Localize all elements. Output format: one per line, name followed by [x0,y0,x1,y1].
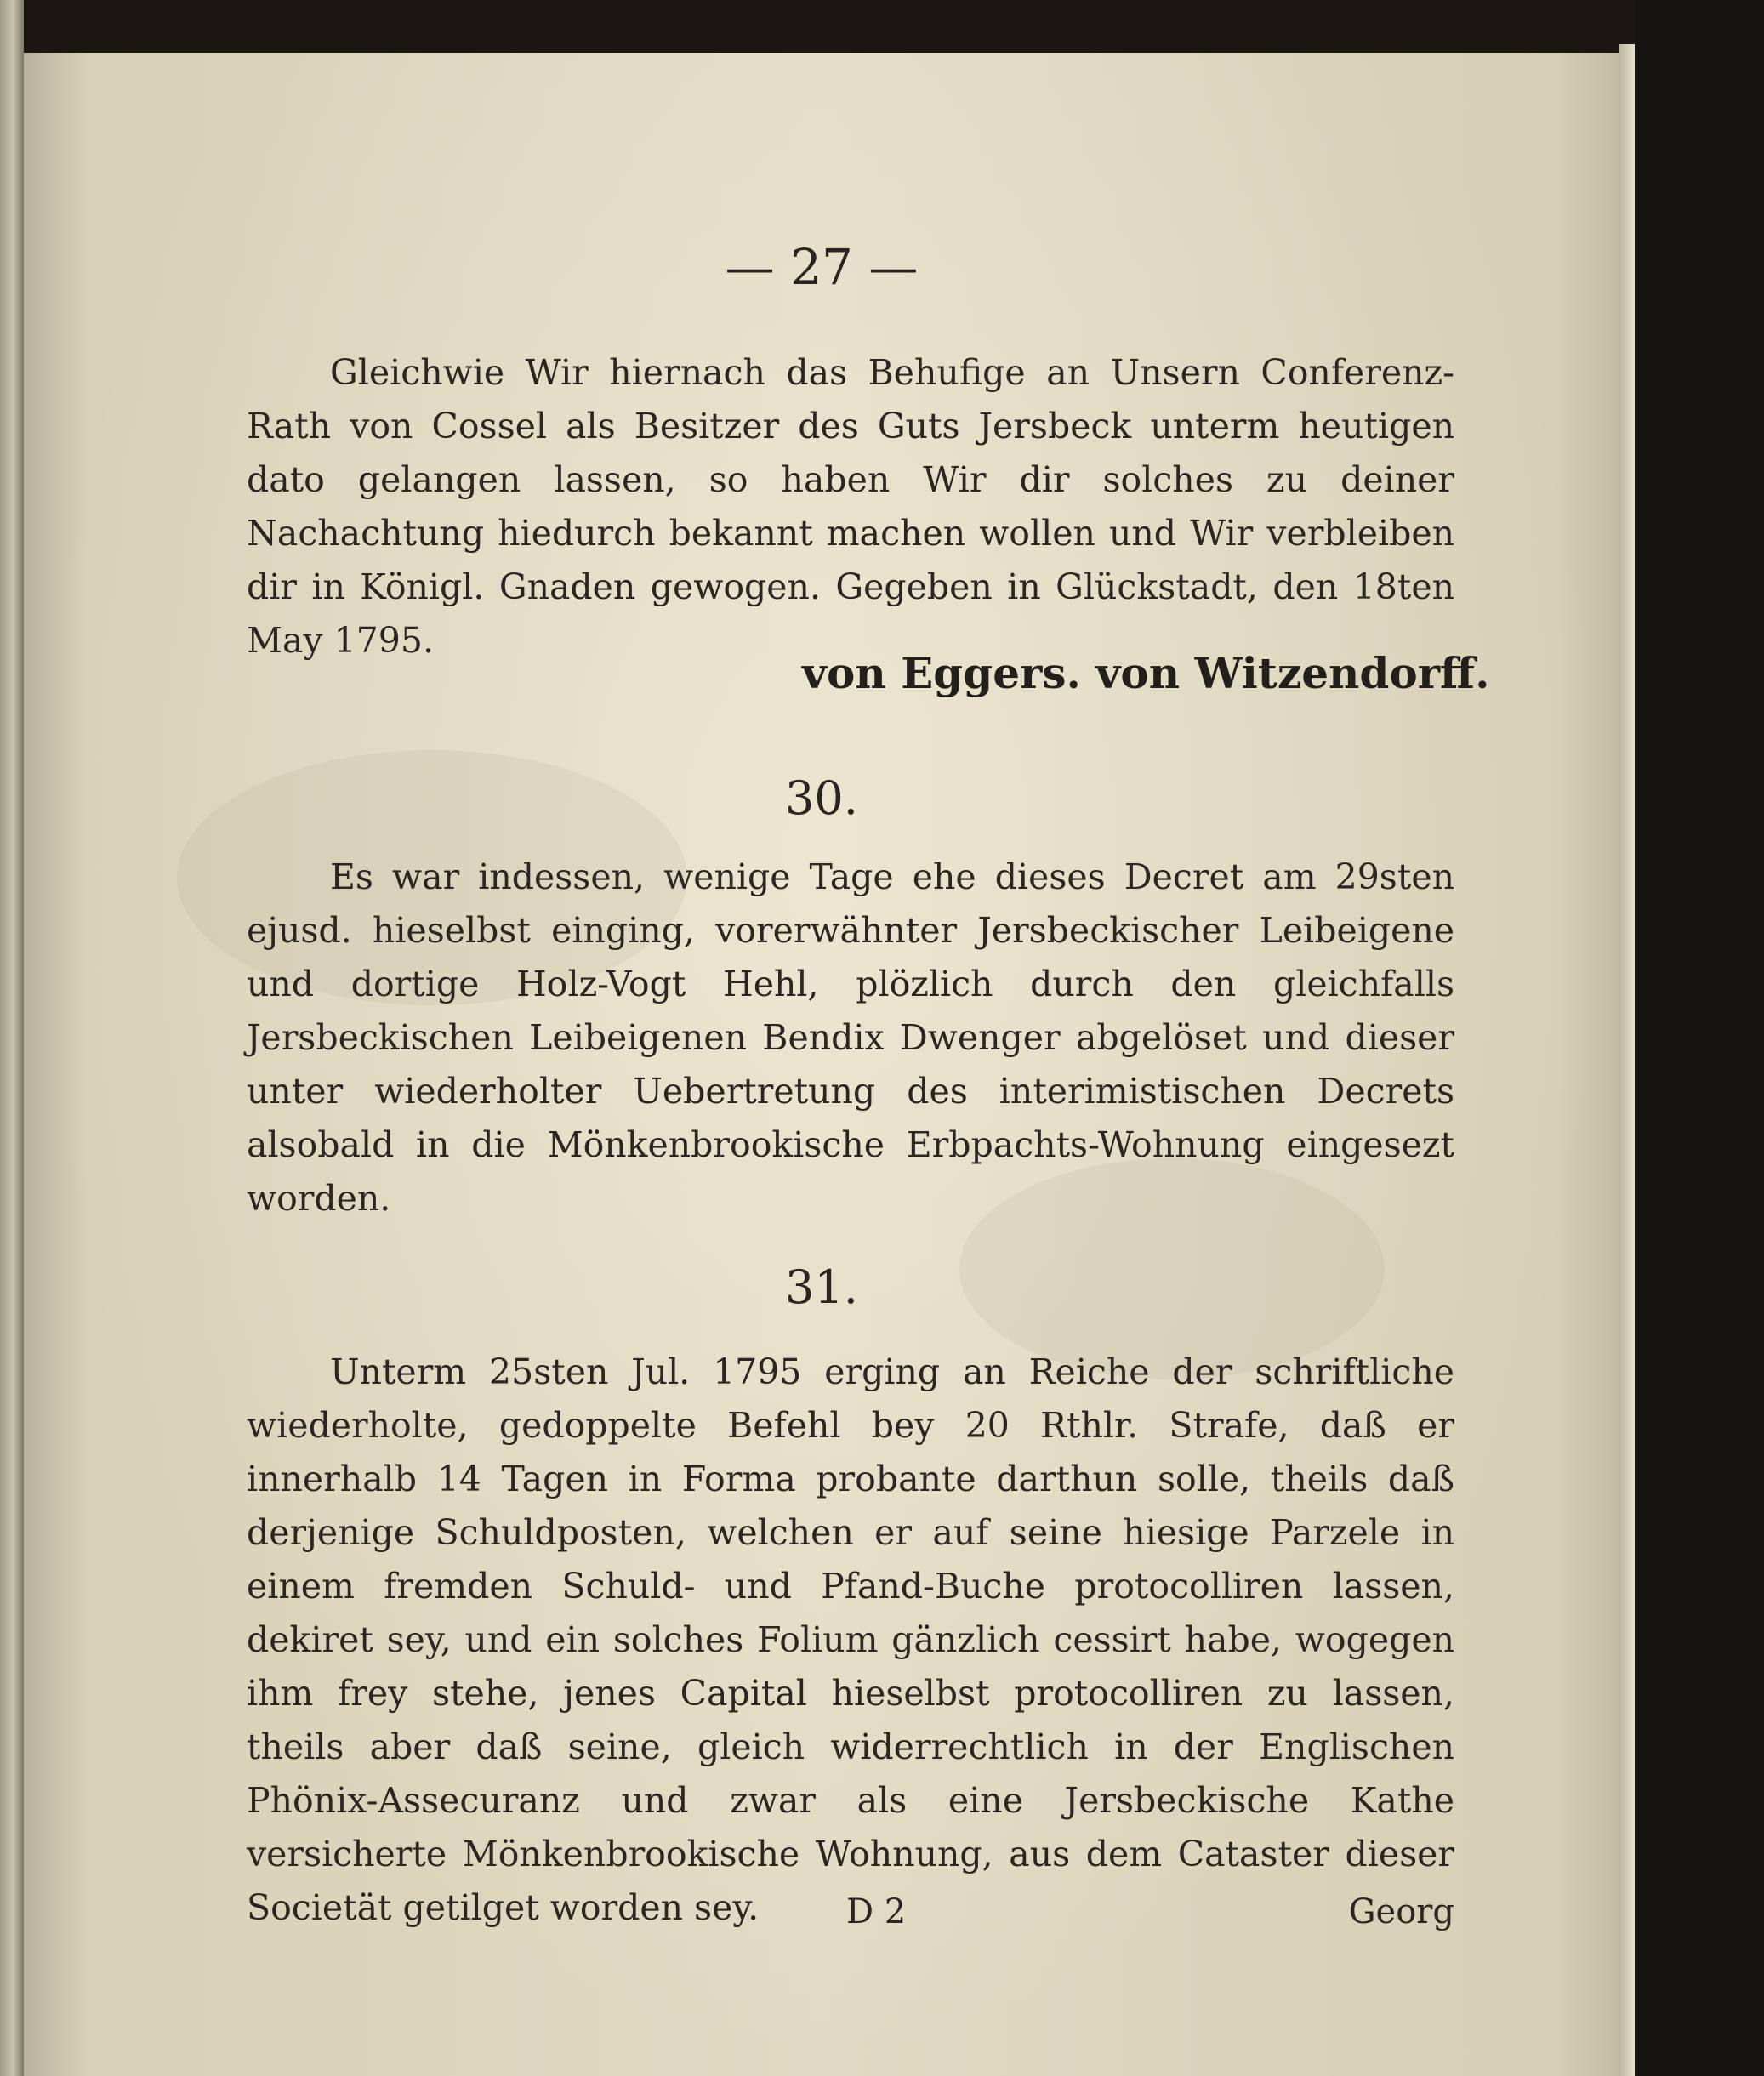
right-page-edge [1619,44,1635,2076]
paper-sheet [24,53,1619,2076]
section-31 [247,1345,1454,1935]
left-page-edge [0,0,24,2076]
section-30-number: 30. [785,771,858,825]
page-number-header: — 27 — [725,238,919,296]
paragraph-1-text: Gleichwie Wir hiernach das Behufige an Unsern Conferenz-Rath von Cossel als Besitzer des Guts Jersbeck unterm heutigen dato gelangen lassen, so haben Wir dir solches zu deiner Nachachtung hiedurch bekannt machen wollen und Wir verbleiben dir in Königl. Gnaden gewogen. Gegeben in Glückstadt, den 18ten May 1795. [247,352,1454,661]
catchword: Georg [1348,1892,1454,1931]
scanner-background [1635,0,1764,2076]
signature-line: von Eggers. von Witzendorff. [802,648,1490,698]
section-30 [247,850,1454,1226]
signature-mark: D 2 [846,1892,907,1931]
section-31-number: 31. [785,1260,858,1314]
section-30-text: Es war indessen, wenige Tage ehe dieses Decret am 29sten ejusd. hieselbst einging, vorerwähnter Jersbeckischer Leibeigene und dortige Holz-Vogt Hehl, plözlich durch den gleichfalls Jersbeckischen Leibeigenen Bendix Dwenger abgelöset und dieser unter wiederholter Uebertretung des interimistischen Decrets alsobald in die Mönkenbrookische Erbpachts-Wohnung eingesezt worden. [247,856,1454,1219]
paragraph-1 [247,346,1454,668]
page-footer [247,1892,1454,1943]
section-31-text: Unterm 25sten Jul. 1795 erging an Reiche der schriftliche wiederholte, gedoppelte Befehl bey 20 Rthlr. Strafe, daß er innerhalb 14 Tagen in Forma probante darthun solle, theils daß derjenige Schuldposten, welchen er auf seine hiesige Parzele in einem fremden Schuld- und Pfand-Buche protocolliren lassen, dekiret sey, und ein solches Folium gänzlich cessirt habe, wogegen ihm frey stehe, jenes Capital hieselbst protocolliren zu lassen, theils aber daß seine, gleich widerrechtlich in der Englischen Phönix-Assecuranz und zwar als eine Jersbeckische Kathe versicherte Mönkenbrookische Wohnung, aus dem Cataster dieser Societät getilget worden sey. [247,1351,1454,1928]
